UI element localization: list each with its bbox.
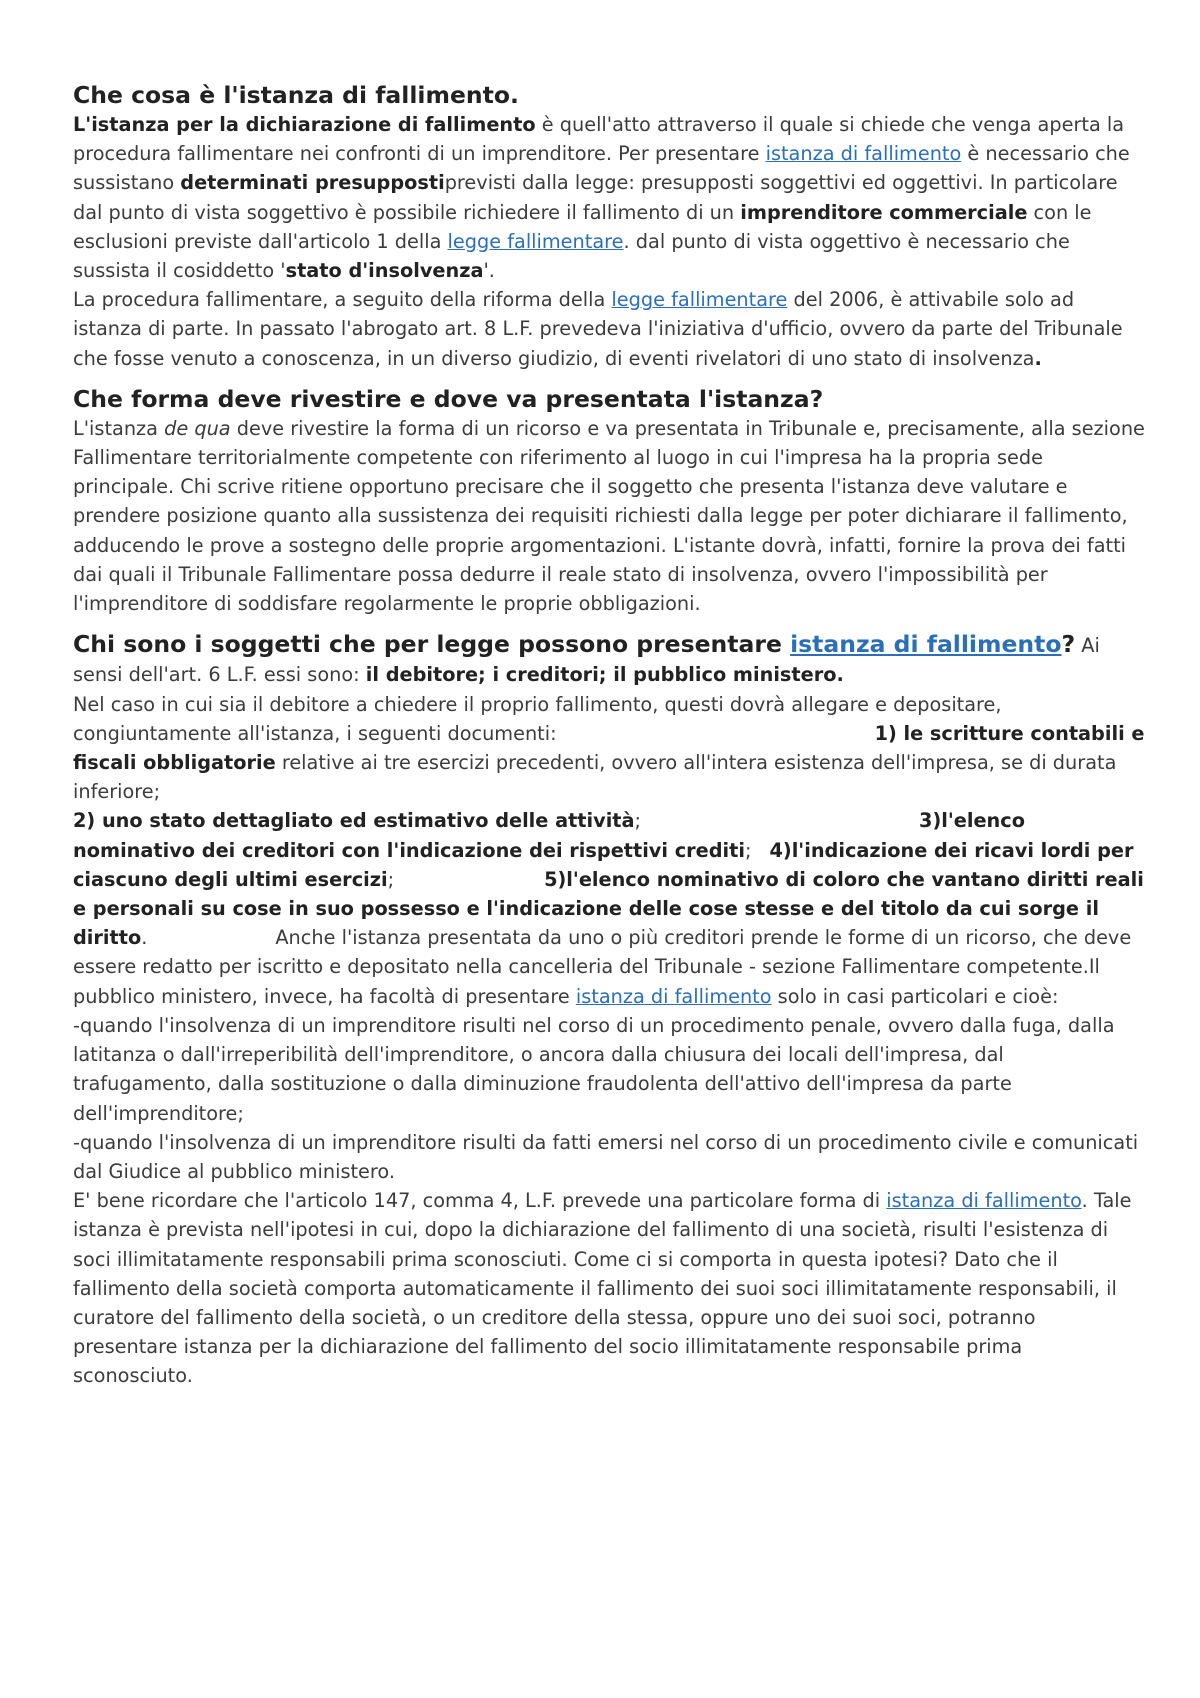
text: L'istanza — [73, 416, 165, 440]
text: relative ai tre esercizi precedenti, ovvero all'intera esistenza dell'impresa, se di durata inferiore; — [73, 751, 1117, 804]
text: solo in casi particolari e cioè: — [771, 984, 1059, 1008]
text: . — [141, 926, 148, 950]
heading-text: ? — [1061, 630, 1076, 659]
bold-text: 4)l'indicazione dei ricavi lordi per ciascuno degli ultimi esercizi — [73, 838, 1134, 891]
text: è necessario che sussistano — [73, 142, 1130, 195]
text: Anche l'istanza presentata da uno o più creditori prende le forme di un ricorso, che deve essere redatto per iscritto e depositato nella cancelleria del Tribunale - sezione Fallimentare competente.Il pubblico ministero, invece, ha facoltà di presentare — [73, 926, 1132, 1008]
link-istanza-di-fallimento[interactable]: istanza di fallimento — [765, 142, 962, 166]
text: ; — [634, 809, 642, 833]
text: del 2006, è attivabile solo ad istanza di parte. In passato l'abrogato art. 8 L.F. prevedeva l'iniziativa d'ufficio, ovvero da parte del Tribunale che fosse venuto a conoscenza, in un diverso giudizio, di eventi rivelatori di uno stato di insolvenza — [73, 288, 1123, 370]
bold-text: . — [1034, 346, 1042, 370]
paragraph-2 — [73, 285, 1145, 373]
text: La procedura fallimentare, a seguito della riforma della — [73, 288, 612, 312]
paragraph-8 — [73, 1186, 1145, 1390]
bold-text: L'istanza per la dichiarazione di fallimento — [73, 113, 536, 136]
heading-text: Chi sono i soggetti che per legge possono presentare — [73, 630, 791, 659]
link-istanza-di-fallimento[interactable]: istanza di fallimento — [886, 1189, 1082, 1213]
italic-text: de qua — [164, 416, 231, 440]
bold-text: 2) uno stato dettagliato ed estimativo delle attività — [73, 809, 635, 833]
text: previsti dalla legge: presupposti soggettivi ed oggettivi. In particolare dal punto di vista soggettivo è possibile richiedere il fallimento di un — [73, 171, 1118, 224]
bold-text: 1) le scritture contabili e fiscali obbligatorie — [73, 721, 1145, 775]
text: ; — [744, 838, 752, 862]
bold-text: il debitore; i creditori; il pubblico ministero. — [365, 663, 844, 687]
text: con le esclusioni previste dall'articolo 1 della — [73, 200, 1092, 253]
section-heading-3 — [73, 630, 1075, 658]
text: '. — [483, 259, 495, 283]
text: E' bene ricordare che l'articolo 147, comma 4, L.F. prevede una particolare forma di — [73, 1189, 887, 1213]
paragraph-7: -quando l'insolvenza di un imprenditore risulti da fatti emersi nel corso di un procedimento civile e comunicati dal Giudice al pubblico ministero. — [73, 1130, 1139, 1183]
bold-text: imprenditore commerciale — [740, 200, 1028, 224]
text: . Tale istanza è prevista nell'ipotesi in cui, dopo la dichiarazione del fallimento di una società, risulti l'esistenza di soci illimitatamente responsabili prima sconosciuti. Come ci si comporta in questa ipotesi? Dato che il fallimento della società comporta automaticamente il fallimento dei suoi soci illimitatamente responsabili, il curatore del fallimento della società, o un creditore della stessa, oppure uno dei suoi soci, potranno presentare istanza per la dichiarazione del fallimento del socio illimitatamente responsabile prima sconosciuto. — [73, 1189, 1132, 1388]
text: ; — [387, 867, 395, 891]
text: Ai sensi dell'art. 6 L.F. essi sono: — [73, 634, 1100, 687]
bold-text: stato d'insolvenza — [285, 259, 484, 283]
bold-text: 5)l'elenco nominativo di coloro che vantano diritti reali e personali su cose in suo possesso e l'indicazione delle cose stesse e del titolo da cui sorge il diritto — [73, 867, 1144, 950]
link-legge-fallimentare[interactable]: legge fallimentare — [611, 288, 788, 312]
document-page — [73, 80, 1145, 1391]
link-istanza-di-fallimento[interactable]: istanza di fallimento — [790, 630, 1062, 659]
text: deve rivestire la forma di un ricorso e va presentata in Tribunale e, precisamente, alla sezione Fallimentare territorialmente competente con riferimento al luogo in cui l'impresa ha la propria sede principale. Chi scrive ritiene opportuno precisare che il soggetto che presenta l'istanza deve valutare e prendere posizione quanto alla sussistenza dei requisiti richiesti dalla legge per poter dichiarare il fallimento, adducendo le prove a sostegno delle proprie argomentazioni. L'istante dovrà, infatti, fornire la prova dei fatti dai quali il Tribunale Fallimentare possa dedurre il reale stato di insolvenza, ovvero l'impossibilità per l'imprenditore di soddisfare regolarmente le proprie obbligazioni. — [73, 416, 1145, 616]
link-istanza-di-fallimento[interactable]: istanza di fallimento — [575, 984, 772, 1008]
paragraph-6: -quando l'insolvenza di un imprenditore risulti nel corso di un procedimento penale, ovvero dalla fuga, dalla latitanza o dall'irreperibilità dell'imprenditore, o ancora dalla chiusura dei locali dell'impresa, dal trafugamento, dalla sostituzione o dalla diminuzione fraudolenta dell'attivo dell'impresa da parte dell'imprenditore; — [73, 1013, 1115, 1125]
link-legge-fallimentare[interactable]: legge fallimentare — [447, 229, 624, 253]
paragraph-3 — [73, 414, 1145, 618]
text: . dal punto di vista oggettivo è necessario che sussista il cosiddetto ' — [73, 229, 1070, 283]
section-heading-1: Che cosa è l'istanza di fallimento. — [73, 81, 519, 109]
paragraph-1 — [73, 110, 1145, 285]
section-heading-2: Che forma deve rivestire e dove va presentata l'istanza? — [73, 384, 824, 413]
text: Nel caso in cui sia il debitore a chiedere il proprio fallimento, questi dovrà allegare e depositare, congiuntamente all'istanza, i seguenti documenti: — [73, 692, 1002, 745]
bold-text: 3)l'elenco nominativo dei creditori con l'indicazione dei rispettivi crediti — [73, 809, 1025, 862]
text: è quell'atto attraverso il quale si chiede che venga aperta la procedura fallimentare nei confronti di un imprenditore. Per presentare — [73, 113, 1125, 166]
paragraph-5 — [73, 690, 1145, 1011]
bold-text: determinati presupposti — [180, 171, 445, 195]
